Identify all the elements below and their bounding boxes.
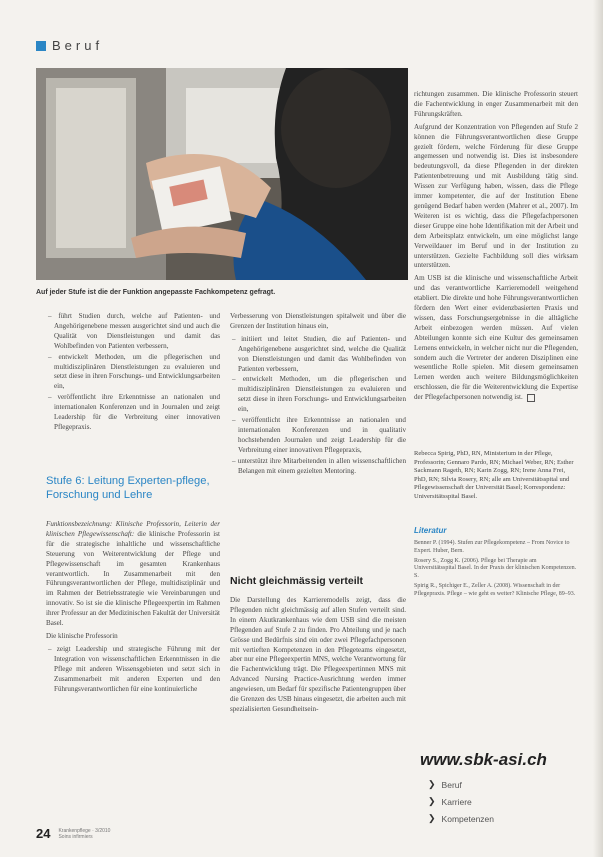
literature-list	[414, 540, 578, 601]
website-link[interactable]: www.sbk-asi.ch	[420, 750, 547, 769]
stage5-task-list	[46, 312, 220, 433]
chevron-right-icon: ❯	[428, 779, 436, 789]
paragraph: Am USB ist die klinische und wissenschaftliche Arbeit und das verantwortliche Karrieremodell weitgehend etabliert. Die direkte und hohe Führungsverantwortlichen fördern den Wert einer evidenzbasierten Praxis und wissen, dass Forschungsergebnisse in die alltägliche Arbeit einbezogen werden müssen. Auf vielen Abteilungen konnte sich eine Kultur des gemeinsamen Lernens entwickeln, in welcher nicht nur die Pflegenden, sondern auch die Vertreter der anderen Disziplinen eine wesentliche Rolle spielen. Mit diesem gemeinsamen Lernen werden auch weitere Bildungsmöglichkeiten erschlossen, die für die Weiterentwicklung die Expertise der Pflegefachpersonen notwendig ist.	[414, 274, 578, 402]
column-3	[414, 90, 578, 406]
list-item: – unterstützt ihre Mitarbeitenden in allen wissenschaftlichen Belangen mit einem gezielten Mentoring.	[232, 456, 406, 475]
page-number: 24	[36, 826, 51, 841]
end-of-article-icon	[527, 394, 535, 402]
paragraph: Aufgrund der Konzentration von Pflegenden auf Stufe 2 können die Führungsverantwortlichen diese Gruppe gezielt fördern, welche Förderung für diese Gruppe angemessen und notwendig ist. Dies ist insbesondere bedeutungsvoll, da diese Pflegenden in der direkten Patientenbetreuung und mit Ausbildung tätig sind. Wissen zur Verfügung haben, wissen, dass die Pflege immer kompetenter, die auf der Institution Ebene genügend Bedarf haben werden (Mahrer et al., 2007). Im Weiteren ist es wichtig, dass die Pflegefachpersonen dieser Gruppe eine hohe Identifikation mit der Arbeit und dem Arbeitsplatz entwickeln, um eine möglichst lange Verweildauer im Beruf und in der Institution zu unterstützen. Gezielte Fachbildung soll dies wirksam unterstützen.	[414, 122, 578, 270]
page-footer	[36, 826, 110, 841]
keyword-link-beruf[interactable]: ❯ Beruf	[428, 779, 462, 790]
chevron-right-icon: ❯	[428, 813, 436, 823]
publication-info: Krankenpflege · 3/2010 Soins infirmiers	[58, 827, 111, 840]
paragraph: Die Darstellung des Karrieremodells zeigt, dass die Pflegenden nicht gleichmässig auf allen Stufen verteilt sind. In einem Akutkrankenhaus wie dem USB sind die meisten Pflegenden auf Stufe 2 zu finden. Pro Abteilung und je nach Grösse und Bedürfnis sind ein oder zwei Pflegefachpersonen mit vertieften Kompetenzen in den Pflegeteams eingesetzt, aber nur eine Pflegeexpertin MNS, welche Verantwortung für die Fachentwicklung trägt. Die Pflegeexpertinnen MNS mit Advanced Nursing Practice-Ausrichtung werden immer angewiesen, um Bedarf für spezifische Patientengruppen über die Grenzen des USB hinaus eingesetzt, die arbeiten auch mit spezialisierten Gesundheitsein-	[230, 596, 406, 713]
literature-item: Benner P. (1994). Stufen zur Pflegekompetenz – From Novice to Expert. Huber, Bern.	[414, 540, 570, 554]
stage6-task-list	[46, 645, 220, 695]
paragraph: Verbesserung von Dienstleistungen spitalweit und über die Grenzen der Institution hinaus ein,	[230, 312, 406, 330]
list-item: – initiiert und leitet Studien, die auf Patienten- und Angehörigenebene ausgerichtet sind, welche die Qualität von Dienstleistungen und damit das Wohlbefinden von Patienten verbessern,	[232, 334, 406, 373]
article-photo	[36, 68, 408, 280]
literature-item: Rosery S., Zogg K. (2006). Pflege bei Therapie am Universitätsspital Basel. In der Praxis der klinischen Kompetenzen. S.	[414, 557, 577, 580]
list-item: – führt Studien durch, welche auf Patienten- und Angehörigenebene messen ausgerichtet sind und auch die Qualität von Dienstleistungen und damit das Wohlbefinden von Patienten verbessern,	[48, 312, 221, 350]
photo-illustration	[36, 68, 408, 280]
section-label: Beruf	[52, 38, 104, 53]
keyword-links	[428, 776, 494, 827]
chevron-right-icon: ❯	[428, 796, 436, 806]
paragraph: Die klinische Professorin	[46, 631, 118, 640]
stage6-task-list-continued	[230, 335, 406, 477]
paragraph: Funktionsbezeichnung: Klinische Professorin, Leiterin der klinischen Pflegewissenschaft: die klinische Professorin ist für die strategische inhaltliche und wissenschaftliche Steuerung von Weiterentwicklung der Pflege und Pflegewissenschaft im gesamten Krankenhaus verantwortlich. In Zusammenarbeit mit den Führungsverantwortlichen der Pflege, multidisziplinär und im Rahmen der Betriebsstrategie wie Vereinbarungen und innovativ. So ist sie die klinische Pflegeexpertin im Rahmen ihrer Professur an der Medizinischen Fakultät der Universität Basel.	[46, 520, 220, 628]
section-square-icon	[36, 41, 46, 51]
page-edge-shadow	[593, 0, 603, 857]
column-2-bottom	[230, 596, 406, 718]
stage6-heading: Stufe 6: Leitung Experten-pflege, Forschung und Lehre	[46, 475, 210, 501]
section-heading: Nicht gleichmässig verteilt	[230, 575, 364, 587]
keyword-link-karriere[interactable]: ❯ Karriere	[428, 796, 472, 807]
column-1-bottom	[46, 520, 220, 695]
keyword-link-kompetenzen[interactable]: ❯ Kompetenzen	[428, 813, 494, 824]
literature-item: Spirig R., Spichiger E., Zeller A. (2008). Wissenschaft in der Pflegepraxis. Pflege – wie geht es weiter? Klinische Pflege, 89–93.	[414, 582, 576, 597]
paragraph: richtungen zusammen. Die klinische Professorin steuert die Fachentwicklung in enger Zusammenarbeit mit den Führungskräften.	[414, 90, 578, 118]
list-item: – entwickelt Methoden, um die pflegerischen und multidisziplinären Dienstleistungen zu evaluieren und setzt diese in ihren Forschungs- und Entwicklungsarbeiten ein,	[232, 375, 406, 414]
list-item: – veröffentlicht ihre Erkenntnisse an nationalen und internationalen Konferenzen und in qualitativ hochstehenden Journalen und zeigt Leadership für die Verbreitung einer innovativen Pflegepraxis,	[232, 416, 406, 454]
author-info: Rebecca Spirig, PhD, RN, Ministerium in der Pflege, Professorin; Gennaro Pardo, RN; Michael Weber, RN; Esther Sackmann Rageth, RN; Karin Zogg, RN; Irene Anna Frei, PhD, RN; Silvia Rosery, RN; alle am Universitätsspital und Pflegewissenschaft der Universität Basel; Korrespondenz: Universitätsspital Basel.	[414, 450, 574, 500]
column-1-top	[46, 312, 220, 434]
photo-caption: Auf jeder Stufe ist die der Funktion angepasste Fachkompetenz gefragt.	[36, 289, 276, 296]
column-2-top	[230, 312, 406, 478]
section-header	[36, 38, 103, 53]
literature-heading: Literatur	[414, 526, 447, 535]
list-item: – zeigt Leadership und strategische Führung mit der Integration von wissenschaftlichen Erkenntnissen in die Pflege mit anderen Wissensgebieten und setzt sich in Zusammenarbeit mit anderen Experten und den Führungsverantwortlichen für eine kontinuierliche	[48, 644, 221, 693]
list-item: – veröffentlicht ihre Erkenntnisse an nationalen und internationalen Konferenzen und in Journalen und zeigt Leadership für die Verbreitung einer innovativen Pflegepraxis.	[48, 393, 220, 431]
list-item: – entwickelt Methoden, um die pflegerischen und multidisziplinären Dienstleistungen zu evaluieren und setzt diese in ihren Forschungs- und Entwicklungsarbeiten ein,	[48, 352, 220, 391]
